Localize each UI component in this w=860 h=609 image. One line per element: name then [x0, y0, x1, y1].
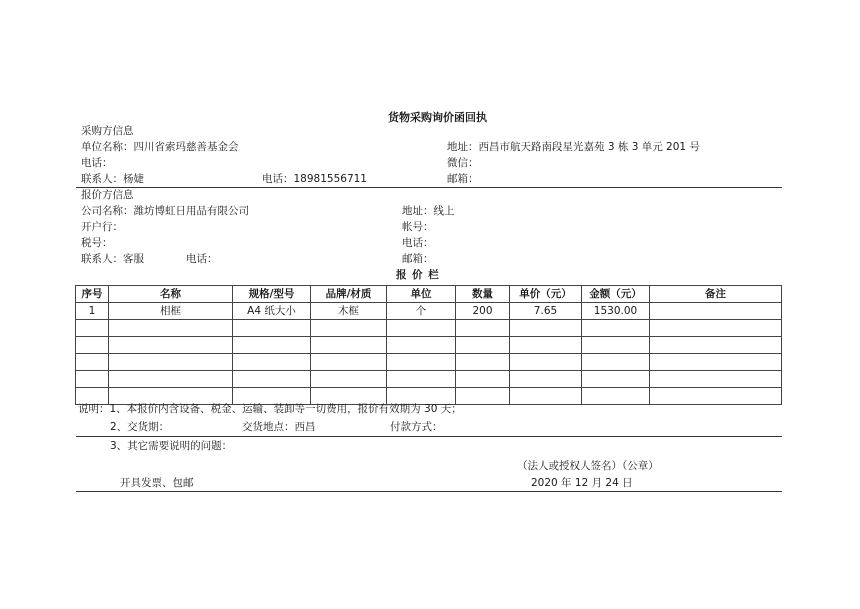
- cell-name: [109, 320, 233, 337]
- cell-index: 1: [76, 303, 109, 320]
- quote-table: [75, 285, 782, 405]
- cell-unit: [387, 354, 456, 371]
- cell-unit-price: 7.65: [510, 303, 582, 320]
- quoter-phone-label: 电话：: [402, 237, 434, 249]
- cell-spec: [233, 320, 311, 337]
- cell-quantity: [456, 388, 510, 405]
- cell-remark: [650, 371, 782, 388]
- cell-spec: [233, 337, 311, 354]
- cell-brand: [311, 371, 387, 388]
- quoter-company: 公司名称：潍坊博虹日用品有限公司: [81, 205, 249, 217]
- divider-buyer: [76, 187, 782, 188]
- cell-name: [109, 354, 233, 371]
- quoter-contact-phone-label: 电话：: [186, 253, 218, 265]
- cell-index: [76, 320, 109, 337]
- table-row: [76, 337, 782, 354]
- cell-remark: [650, 354, 782, 371]
- signature-label: （法人或授权人签名）（公章）: [517, 460, 659, 472]
- header-brand: 品牌/材质: [311, 286, 387, 303]
- document-title: 货物采购询价函回执: [388, 111, 487, 124]
- cell-quantity: 200: [456, 303, 510, 320]
- cell-remark: [650, 320, 782, 337]
- cell-unit: [387, 371, 456, 388]
- buyer-contact-phone: 电话：18981556711: [262, 173, 367, 185]
- cell-amount: [582, 354, 650, 371]
- header-name: 名称: [109, 286, 233, 303]
- header-spec: 规格/型号: [233, 286, 311, 303]
- cell-spec: [233, 354, 311, 371]
- cell-name: [109, 337, 233, 354]
- quoter-account-label: 帐号：: [402, 221, 434, 233]
- cell-unit: [387, 337, 456, 354]
- cell-amount: [582, 388, 650, 405]
- table-row: [76, 320, 782, 337]
- cell-brand: [311, 337, 387, 354]
- quoter-address: 地址：线上: [402, 205, 455, 217]
- cell-amount: 1530.00: [582, 303, 650, 320]
- cell-unit-price: [510, 320, 582, 337]
- table-row: [76, 354, 782, 371]
- table-row: [76, 303, 782, 320]
- buyer-address: 地址：西昌市航天路南段星光嘉苑 3 栋 3 单元 201 号: [447, 141, 700, 153]
- cell-unit-price: [510, 371, 582, 388]
- cell-quantity: [456, 371, 510, 388]
- header-amount: 金额（元）: [582, 286, 650, 303]
- cell-index: [76, 371, 109, 388]
- cell-remark: [650, 303, 782, 320]
- buyer-contact: 联系人：杨婕: [81, 173, 144, 185]
- cell-name: [109, 371, 233, 388]
- divider-bottom: [76, 491, 782, 492]
- cell-amount: [582, 337, 650, 354]
- note-payment: 付款方式：: [390, 421, 443, 433]
- cell-brand: [311, 320, 387, 337]
- header-unit: 单位: [387, 286, 456, 303]
- table-row: [76, 371, 782, 388]
- quoter-contact: 联系人：客服: [81, 253, 144, 265]
- cell-spec: [233, 371, 311, 388]
- cell-index: [76, 354, 109, 371]
- note-delivery-period: 2、交货期：: [110, 421, 170, 433]
- quoter-tax-label: 税号：: [81, 237, 113, 249]
- cell-quantity: [456, 354, 510, 371]
- cell-quantity: [456, 320, 510, 337]
- cell-quantity: [456, 337, 510, 354]
- cell-brand: [311, 354, 387, 371]
- cell-unit: 个: [387, 303, 456, 320]
- quoter-section-label: 报价方信息: [81, 189, 134, 201]
- cell-unit-price: [510, 337, 582, 354]
- cell-unit-price: [510, 354, 582, 371]
- cell-remark: [650, 337, 782, 354]
- remark-text: 开具发票、包邮: [120, 477, 194, 489]
- note-line-3: 3、其它需要说明的问题：: [110, 440, 233, 452]
- date-text: 2020 年 12 月 24 日: [531, 477, 633, 489]
- quoter-bank-label: 开户行：: [81, 221, 123, 233]
- note-delivery-place: 交货地点：西昌: [242, 421, 316, 433]
- buyer-wechat-label: 微信：: [447, 157, 479, 169]
- cell-amount: [582, 371, 650, 388]
- header-quantity: 数量: [456, 286, 510, 303]
- buyer-section-label: 采购方信息: [81, 125, 134, 137]
- header-index: 序号: [76, 286, 109, 303]
- note-line-1: 说明：1、本报价内含设备、税金、运输、装卸等一切费用，报价有效期为 30 天；: [78, 403, 462, 415]
- buyer-phone-label: 电话：: [81, 157, 113, 169]
- cell-remark: [650, 388, 782, 405]
- buyer-email-label: 邮箱：: [447, 173, 479, 185]
- divider-notes: [76, 436, 782, 437]
- cell-index: [76, 337, 109, 354]
- cell-unit: [387, 320, 456, 337]
- cell-amount: [582, 320, 650, 337]
- cell-name: 相框: [109, 303, 233, 320]
- header-remark: 备注: [650, 286, 782, 303]
- header-unit-price: 单价（元）: [510, 286, 582, 303]
- cell-spec: A4 纸大小: [233, 303, 311, 320]
- buyer-unit-name: 单位名称：四川省索玛慈善基金会: [81, 141, 239, 153]
- table-header-row: [76, 286, 782, 303]
- quoter-email-label: 邮箱：: [402, 253, 434, 265]
- cell-brand: 木框: [311, 303, 387, 320]
- quote-table-title: 报 价 栏: [396, 269, 440, 281]
- cell-unit-price: [510, 388, 582, 405]
